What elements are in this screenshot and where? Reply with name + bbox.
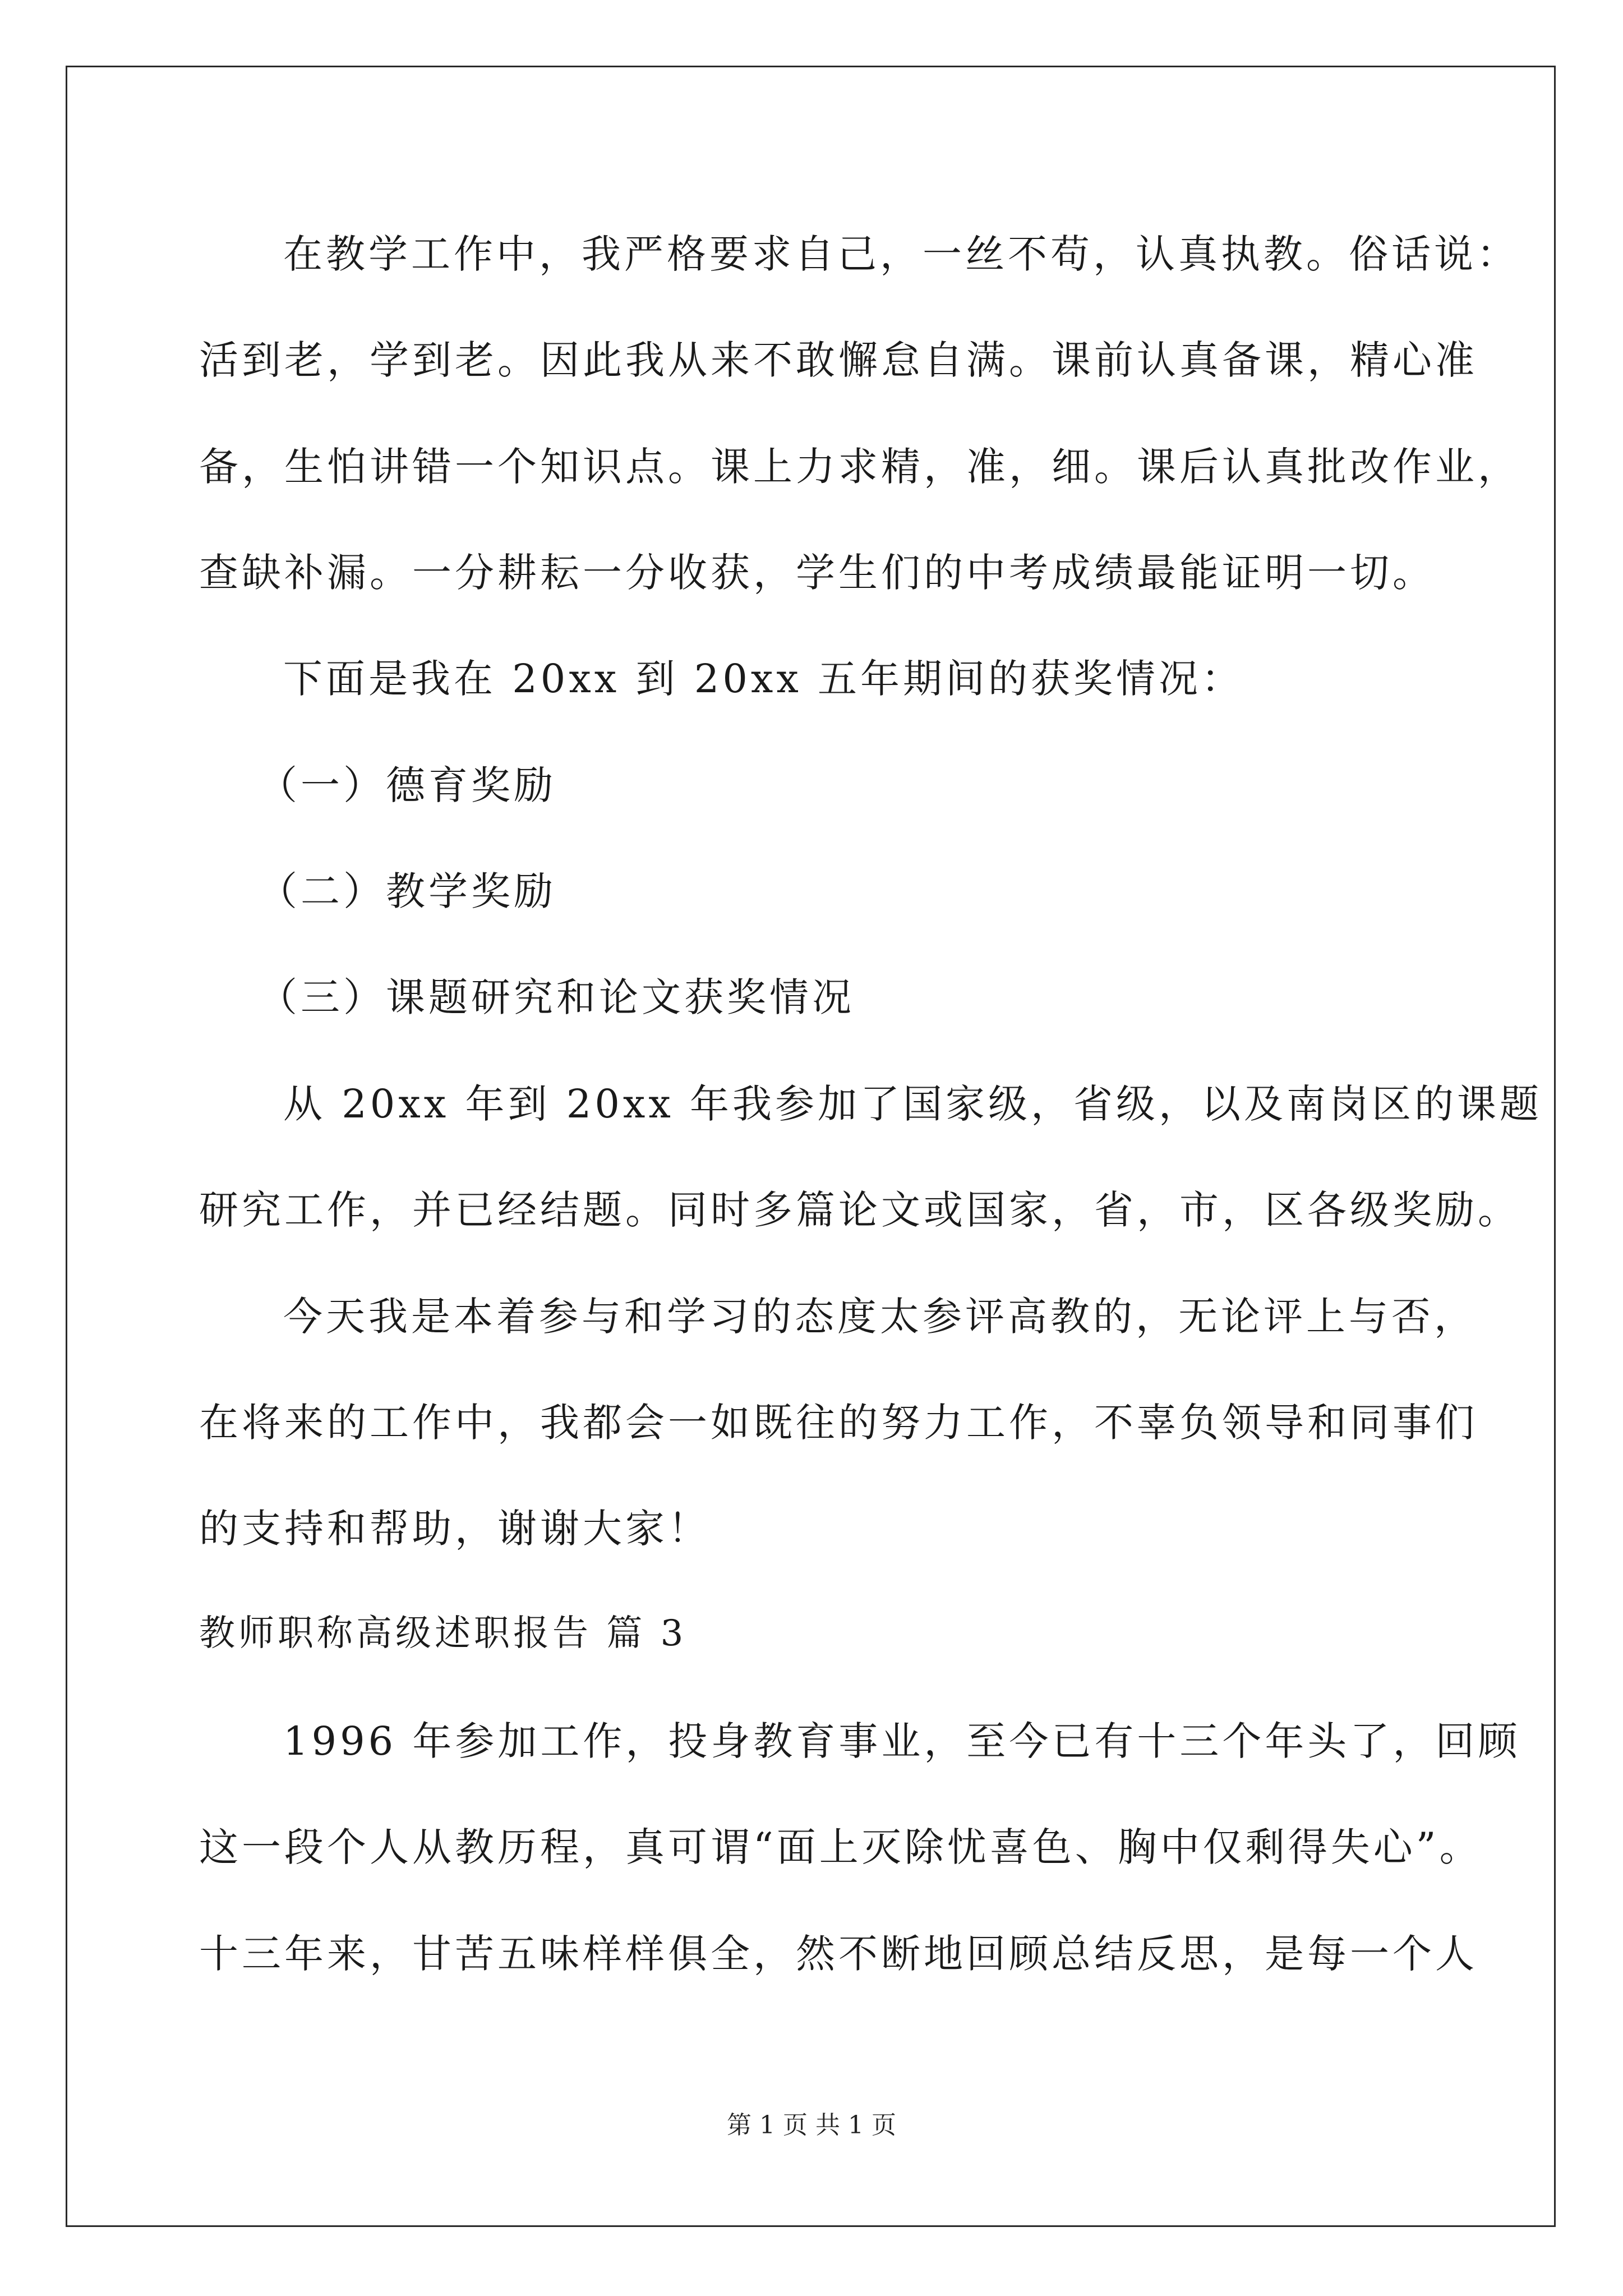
paragraph-line: 在将来的工作中，我都会一如既往的努力工作，不辜负领导和同事们: [199, 1400, 1478, 1446]
list-item: （二）教学奖励: [258, 868, 556, 914]
paragraph-line: 这一段个人从教历程，真可谓“面上灭除忧喜色、胸中仅剩得失心”。: [199, 1824, 1482, 1870]
paragraph-line: 1996 年参加工作，投身教育事业，至今已有十三个年头了，回顾: [283, 1718, 1521, 1764]
list-item: （三）课题研究和论文获奖情况: [258, 974, 855, 1020]
paragraph-line: 研究工作，并已经结题。同时多篇论文或国家，省，市，区各级奖励。: [199, 1187, 1520, 1233]
paragraph-line: 的支持和帮助，谢谢大家！: [199, 1506, 711, 1552]
section-heading: 教师职称高级述职报告 篇 3: [199, 1613, 687, 1654]
list-item: （一）德育奖励: [258, 762, 556, 808]
paragraph-line: 活到老，学到老。因此我从来不敢懈怠自满。课前认真备课，精心准: [199, 337, 1478, 383]
paragraph-line: 从 20xx 年到 20xx 年我参加了国家级，省级，以及南岗区的课题: [283, 1081, 1543, 1127]
paragraph-line: 在教学工作中，我严格要求自己，一丝不苟，认真执教。俗话说：: [283, 231, 1519, 277]
page-border: [66, 66, 1556, 2227]
paragraph-line: 查缺补漏。一分耕耘一分收获，学生们的中考成绩最能证明一切。: [199, 550, 1435, 596]
page-number-footer: 第 1 页 共 1 页: [727, 2111, 896, 2139]
paragraph-line: 备，生怕讲错一个知识点。课上力求精，准，细。课后认真批改作业，: [199, 444, 1520, 490]
paragraph-line: 今天我是本着参与和学习的态度太参评高教的，无论评上与否，: [283, 1294, 1477, 1340]
paragraph-line: 下面是我在 20xx 到 20xx 五年期间的获奖情况：: [283, 656, 1244, 702]
paragraph-line: 十三年来，甘苦五味样样俱全，然不断地回顾总结反思，是每一个人: [199, 1931, 1478, 1977]
